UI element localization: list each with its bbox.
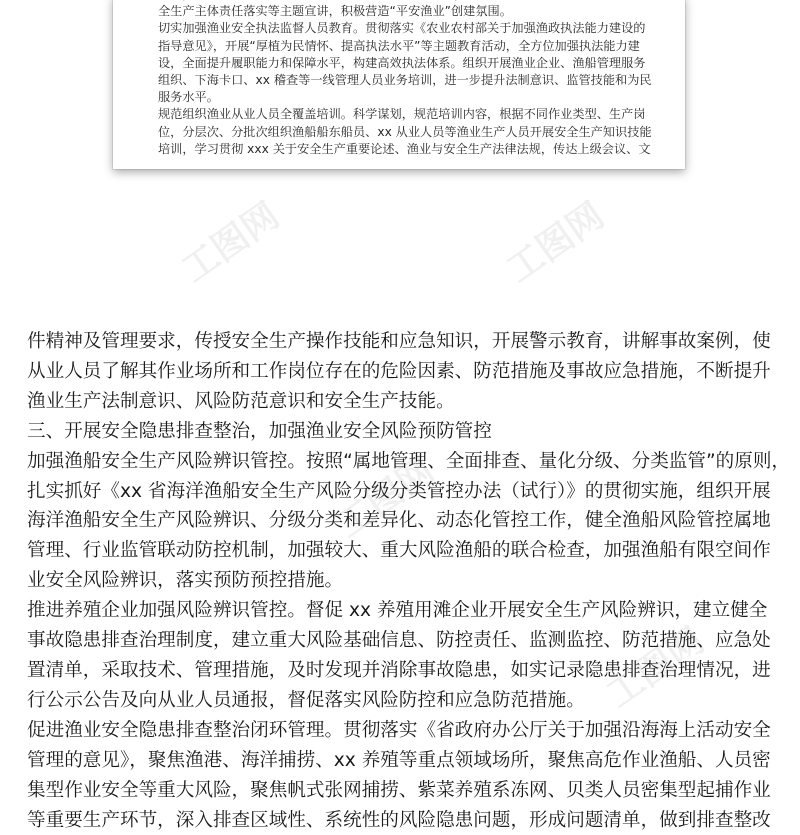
preview-area <box>0 0 800 185</box>
watermark: 工图网 <box>325 444 443 548</box>
body-line: 件精神及管理要求，传授安全生产操作技能和应急知识，开展警示教育，讲解事故案例，使 <box>27 327 787 357</box>
preview-line: 服务水平。 <box>158 89 658 106</box>
body-line: 管理、行业监管联动防控机制，加强较大、重大风险渔船的联合检查，加强渔船有限空间作 <box>27 536 787 566</box>
body-line: 渔业生产法制意识、风险防范意识和安全生产技能。 <box>27 387 787 417</box>
body-line: 等重要生产环节，深入排查区域性、系统性的风险隐患问题，形成问题清单，做到排查整改 <box>27 806 787 835</box>
body-line: 集型作业安全等重大风险，聚焦帆式张网捕捞、紫菜养殖系冻网、贝类人员密集型起捕作业 <box>27 776 787 806</box>
watermark: 工图网 <box>495 189 613 293</box>
preview-line: 组织、下海卡口、xx 稽查等一线管理人员业务培训，进一步提升法制意识、监管技能和为民 <box>158 72 658 89</box>
body-line: 行公示公告及向从业人员通报，督促落实风险防控和应急防范措施。 <box>27 686 787 716</box>
body-line: 管理的意见》，聚焦渔港、海洋捕捞、xx 养殖等重点领域场所，聚焦高危作业渔船、人员密 <box>27 746 787 776</box>
body-line: 推进养殖企业加强风险辨识管控。督促 xx 养殖用滩企业开展安全生产风险辨识，建立健全 <box>27 596 787 626</box>
body-line: 扎实抓好《xx 省海洋渔船安全生产风险分级分类管控办法（试行）》的贯彻实施，组织开展 <box>27 477 787 507</box>
preview-line: 规范组织渔业从业人员全覆盖培训。科学谋划，规范培训内容，根据不同作业类型、生产岗 <box>158 106 658 123</box>
body-line: 加强渔船安全生产风险辨识管控。按照“属地管理、全面排查、量化分级、分类监管”的原则， <box>27 447 787 477</box>
preview-line: 切实加强渔业安全执法监督人员教育。贯彻落实《农业农村部关于加强渔政执法能力建设的 <box>158 20 658 37</box>
preview-line: 位，分层次、分批次组织渔船船东船员、xx 从业人员等渔业生产人员开展安全生产知识技能 <box>158 124 658 141</box>
body-line: 置清单，采取技术、管理措施，及时发现并消除事故隐患，如实记录隐患排查治理情况，进 <box>27 656 787 686</box>
preview-line: 全生产主体责任落实等主题宣讲，积极营造“平安渔业”创建氛围。 <box>158 3 658 20</box>
body-line: 促进渔业安全隐患排查整治闭环管理。贯彻落实《省政府办公厅关于加强沿海海上活动安全 <box>27 716 787 746</box>
preview-line: 设，全面提升履职能力和保障水平，构建高效执法体系。组织开展渔业企业、渔船管理服务 <box>158 55 658 72</box>
document-preview-text <box>158 0 658 158</box>
document-preview-card <box>113 0 685 169</box>
section-heading: 三、开展安全隐患排查整治，加强渔业安全风险预防管控 <box>27 417 787 447</box>
preview-line: 培训，学习贯彻 xxx 关于安全生产重要论述、渔业与安全生产法律法规，传达上级会议、文 <box>158 141 658 158</box>
preview-line: 指导意见》，开展“厚植为民情怀、提高执法水平”等主题教育活动，全方位加强执法能力建 <box>158 38 658 55</box>
watermark: 工图网 <box>170 189 288 293</box>
document-body <box>27 327 787 835</box>
body-line: 从业人员了解其作业场所和工作岗位存在的危险因素、防范措施及事故应急措施，不断提升 <box>27 357 787 387</box>
body-line: 业安全风险辨识，落实预防预控措施。 <box>27 566 787 596</box>
watermark: 工图网 <box>595 614 713 718</box>
body-line: 事故隐患排查治理制度，建立重大风险基础信息、防控责任、监测监控、防范措施、应急处 <box>27 626 787 656</box>
body-line: 海洋渔船安全生产风险辨识、分级分类和差异化、动态化管控工作，健全渔船风险管控属地 <box>27 506 787 536</box>
